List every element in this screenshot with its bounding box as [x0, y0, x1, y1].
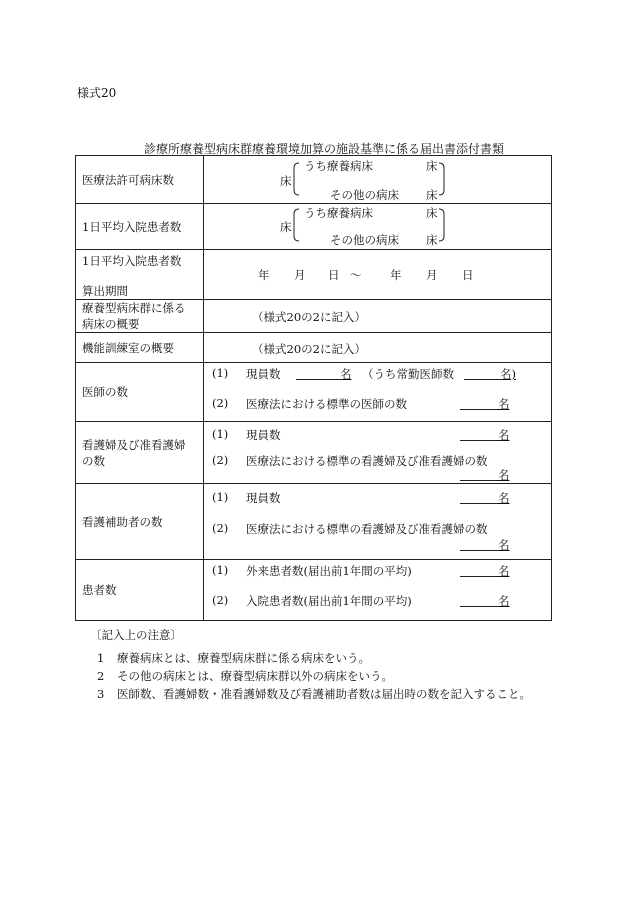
sub-ryoyo-unit: 床	[426, 206, 438, 220]
value-rehab-room	[204, 333, 552, 363]
item-num: (1)	[212, 563, 229, 577]
standard-count-field[interactable]	[460, 396, 498, 410]
staff-count-field[interactable]	[460, 427, 498, 441]
note-text: その他の病床とは、療養型病床群以外の病床をいう。	[117, 669, 393, 683]
item-num: (1)	[212, 427, 229, 441]
fulltime-unit: 名)	[500, 367, 516, 381]
sub-ryoyo-label: うち療養病床	[304, 159, 373, 173]
day-end: 日	[462, 268, 474, 282]
label-line2: の数	[82, 453, 105, 468]
label-doctors: 医師の数	[76, 363, 204, 422]
label-line2: 病床の概要	[82, 317, 140, 331]
note-text: 医師数、看護婦数・准看護婦数及び看護補助者数は届出時の数を記入すること。	[117, 687, 531, 701]
item-text: 現員数	[246, 367, 281, 381]
label-line1: 療養型病床群に係る	[82, 301, 186, 315]
year-start: 年	[258, 268, 270, 282]
row-aides	[76, 484, 552, 560]
standard-count-field[interactable]	[460, 537, 498, 551]
sub-ryoyo-label: うち療養病床	[304, 206, 373, 220]
month-end: 月	[426, 268, 438, 282]
note-number: 1	[97, 651, 105, 665]
notes-title: 〔記入上の注意〕	[90, 628, 182, 642]
item-unit: 名	[498, 397, 510, 411]
item-unit: 名	[498, 594, 510, 608]
form-number: 様式20	[77, 86, 117, 100]
value-ward-overview	[204, 300, 552, 333]
note-number: 2	[97, 669, 105, 683]
value-aides	[204, 484, 552, 560]
inpatients-unit: 床	[280, 220, 292, 234]
staff-count-field[interactable]	[296, 366, 340, 380]
item-unit: 名	[498, 538, 510, 552]
item-unit: 名	[498, 564, 510, 578]
right-brace-icon	[438, 208, 446, 242]
beds-unit: 床	[280, 174, 292, 188]
label-ward-overview	[76, 300, 204, 333]
sub-other-label: その他の病床	[330, 233, 399, 247]
rehab-room-note: （様式20の2に記入）	[252, 342, 366, 356]
label-aides: 看護補助者の数	[76, 484, 204, 560]
value-patients	[204, 560, 552, 621]
row-daily-inpatients	[76, 204, 552, 250]
sub-ryoyo-unit: 床	[426, 159, 438, 173]
note-text: 療養病床とは、療養型病床群に係る病床をいう。	[117, 651, 370, 665]
item-text: 医療法における標準の看護婦及び准看護婦の数	[246, 522, 488, 536]
label-nurses	[76, 422, 204, 484]
label-line1: 看護婦及び准看護婦	[82, 437, 186, 452]
label-permitted-beds: 医療法許可病床数	[76, 156, 204, 204]
year-end: 年	[390, 268, 402, 282]
item-text: 現員数	[246, 491, 281, 505]
row-calc-period	[76, 250, 552, 300]
document-title: 診療所療養型病床群療養環境加算の施設基準に係る届出書添付書類	[143, 142, 504, 156]
item-unit: 名	[498, 491, 510, 505]
item-text: 入院患者数(届出前1年間の平均)	[246, 594, 412, 608]
item-unit: 名	[498, 428, 510, 442]
standard-count-field[interactable]	[460, 467, 498, 481]
month-start: 月	[294, 268, 306, 282]
label-daily-inpatients: 1日平均入院患者数	[76, 204, 204, 250]
note-item	[97, 668, 393, 684]
item-num: (2)	[212, 593, 229, 607]
label-patients: 患者数	[76, 560, 204, 621]
left-brace-icon	[292, 208, 300, 242]
item-unit: 名	[498, 468, 510, 482]
fulltime-label: （うち常勤医師数	[362, 367, 454, 381]
value-doctors	[204, 363, 552, 422]
item-text: 外来患者数(届出前1年間の平均)	[246, 564, 412, 578]
row-patients	[76, 560, 552, 621]
label-line1: 1日平均入院患者数	[82, 254, 182, 268]
sub-other-unit: 床	[426, 188, 438, 202]
tilde: ～	[350, 268, 362, 282]
label-calc-period	[76, 250, 204, 300]
item-text: 医療法における標準の看護婦及び准看護婦の数	[246, 454, 488, 468]
row-permitted-beds	[76, 156, 552, 204]
item-num: (1)	[212, 366, 229, 380]
note-item	[97, 650, 370, 666]
item-text: 医療法における標準の医師の数	[246, 397, 407, 411]
row-ward-overview	[76, 300, 552, 333]
item-num: (2)	[212, 521, 229, 535]
item-num: (2)	[212, 453, 229, 467]
facility-criteria-table	[75, 155, 552, 621]
item-num: (2)	[212, 396, 229, 410]
day-start: 日	[328, 268, 340, 282]
label-rehab-room: 機能訓練室の概要	[76, 333, 204, 363]
item-num: (1)	[212, 490, 229, 504]
item-unit: 名	[340, 367, 352, 381]
inpatient-count-field[interactable]	[460, 593, 498, 607]
sub-other-unit: 床	[426, 233, 438, 247]
note-item	[97, 686, 531, 702]
row-rehab-room	[76, 333, 552, 363]
value-daily-inpatients	[204, 204, 552, 250]
outpatient-count-field[interactable]	[460, 563, 498, 577]
sub-other-label: その他の病床	[330, 188, 399, 202]
row-nurses	[76, 422, 552, 484]
ward-overview-note: （様式20の2に記入）	[252, 310, 366, 324]
item-text: 現員数	[246, 428, 281, 442]
row-doctors	[76, 363, 552, 422]
note-number: 3	[97, 687, 105, 701]
staff-count-field[interactable]	[460, 490, 498, 504]
value-nurses	[204, 422, 552, 484]
value-calc-period	[204, 250, 552, 300]
value-permitted-beds	[204, 156, 552, 204]
label-line2: 算出期間	[82, 284, 128, 298]
left-brace-icon	[292, 162, 300, 196]
right-brace-icon	[438, 162, 446, 196]
fulltime-count-field[interactable]	[464, 366, 500, 380]
